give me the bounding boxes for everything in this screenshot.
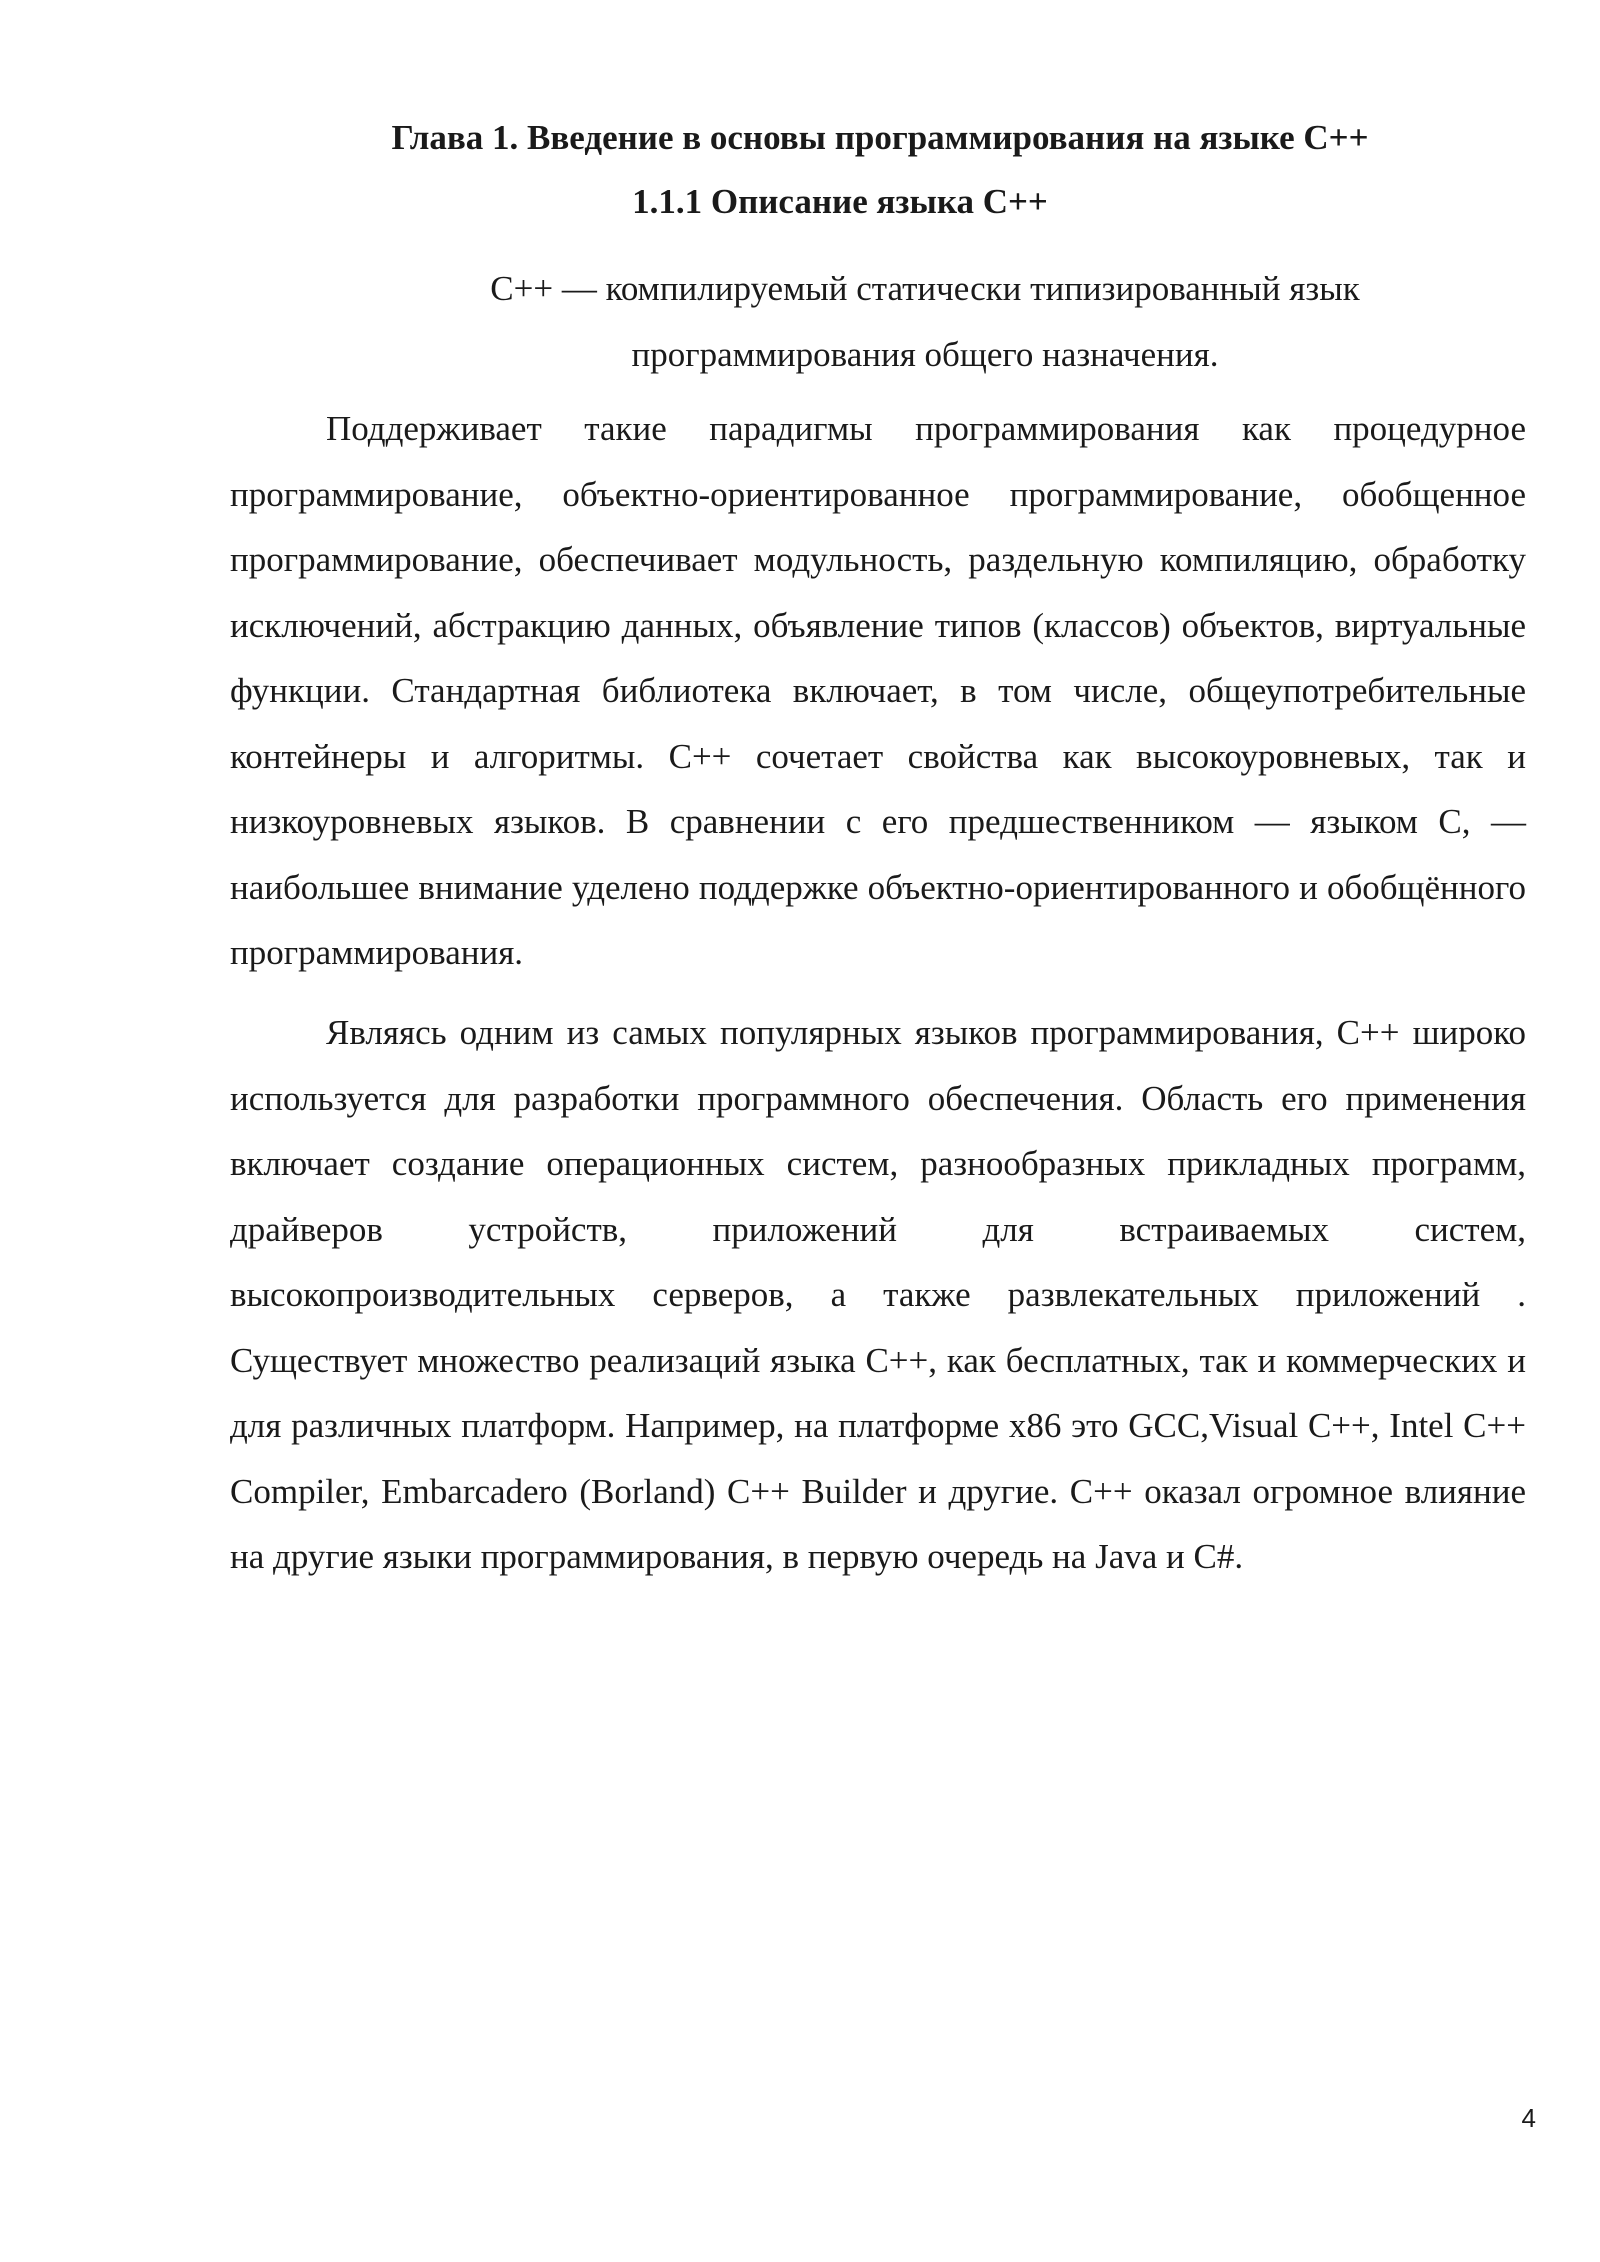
chapter-title: Глава 1. Введение в основы программирования на языке С++ bbox=[391, 118, 1369, 157]
body-paragraph-2: Являясь одним из самых популярных языков программирования, C++ широко используется для разработки программного обеспечения. Область его применения включает создание операционных систем, разнообразных прикладных программ, драйверов устройств, приложений для встраиваемых систем, высокопроизводительных серверов, а также развлекательных приложений . Существует множество реализаций языка C++, как бесплатных, так и коммерческих и для различных платформ. Например, на платформе x86 это GCC,Visual C++, Intel C++ Compiler, Embarcadero (Borland) C++ Builder и другие. C++ оказал огромное влияние на другие языки программирования, в первую очередь на Java и C#. bbox=[230, 1013, 1526, 1576]
body-paragraph-1: Поддерживает такие парадигмы программирования как процедурное программирование, объектно-ориентированное программирование, обобщенное программирование, обеспечивает модульность, раздельную компиляцию, обработку исключений, абстракцию данных, объявление типов (классов) объектов, виртуальные функции. Стандартная библиотека включает, в том числе, общеупотребительные контейнеры и алгоритмы. C++ сочетает свойства как высокоуровневых, так и низкоуровневых языков. В сравнении с его предшественником — языком C, — наибольшее внимание уделено поддержке объектно-ориентированного и обобщённого программирования. bbox=[230, 409, 1526, 972]
lead-line-1: C++ — компилируемый статически типизированный язык bbox=[490, 269, 1360, 308]
lead-definition bbox=[0, 256, 1600, 388]
page-number: 4 bbox=[1521, 2103, 1536, 2133]
lead-line-2: программирования общего назначения. bbox=[631, 335, 1219, 374]
section-title: 1.1.1 Описание языка С++ bbox=[632, 182, 1048, 221]
